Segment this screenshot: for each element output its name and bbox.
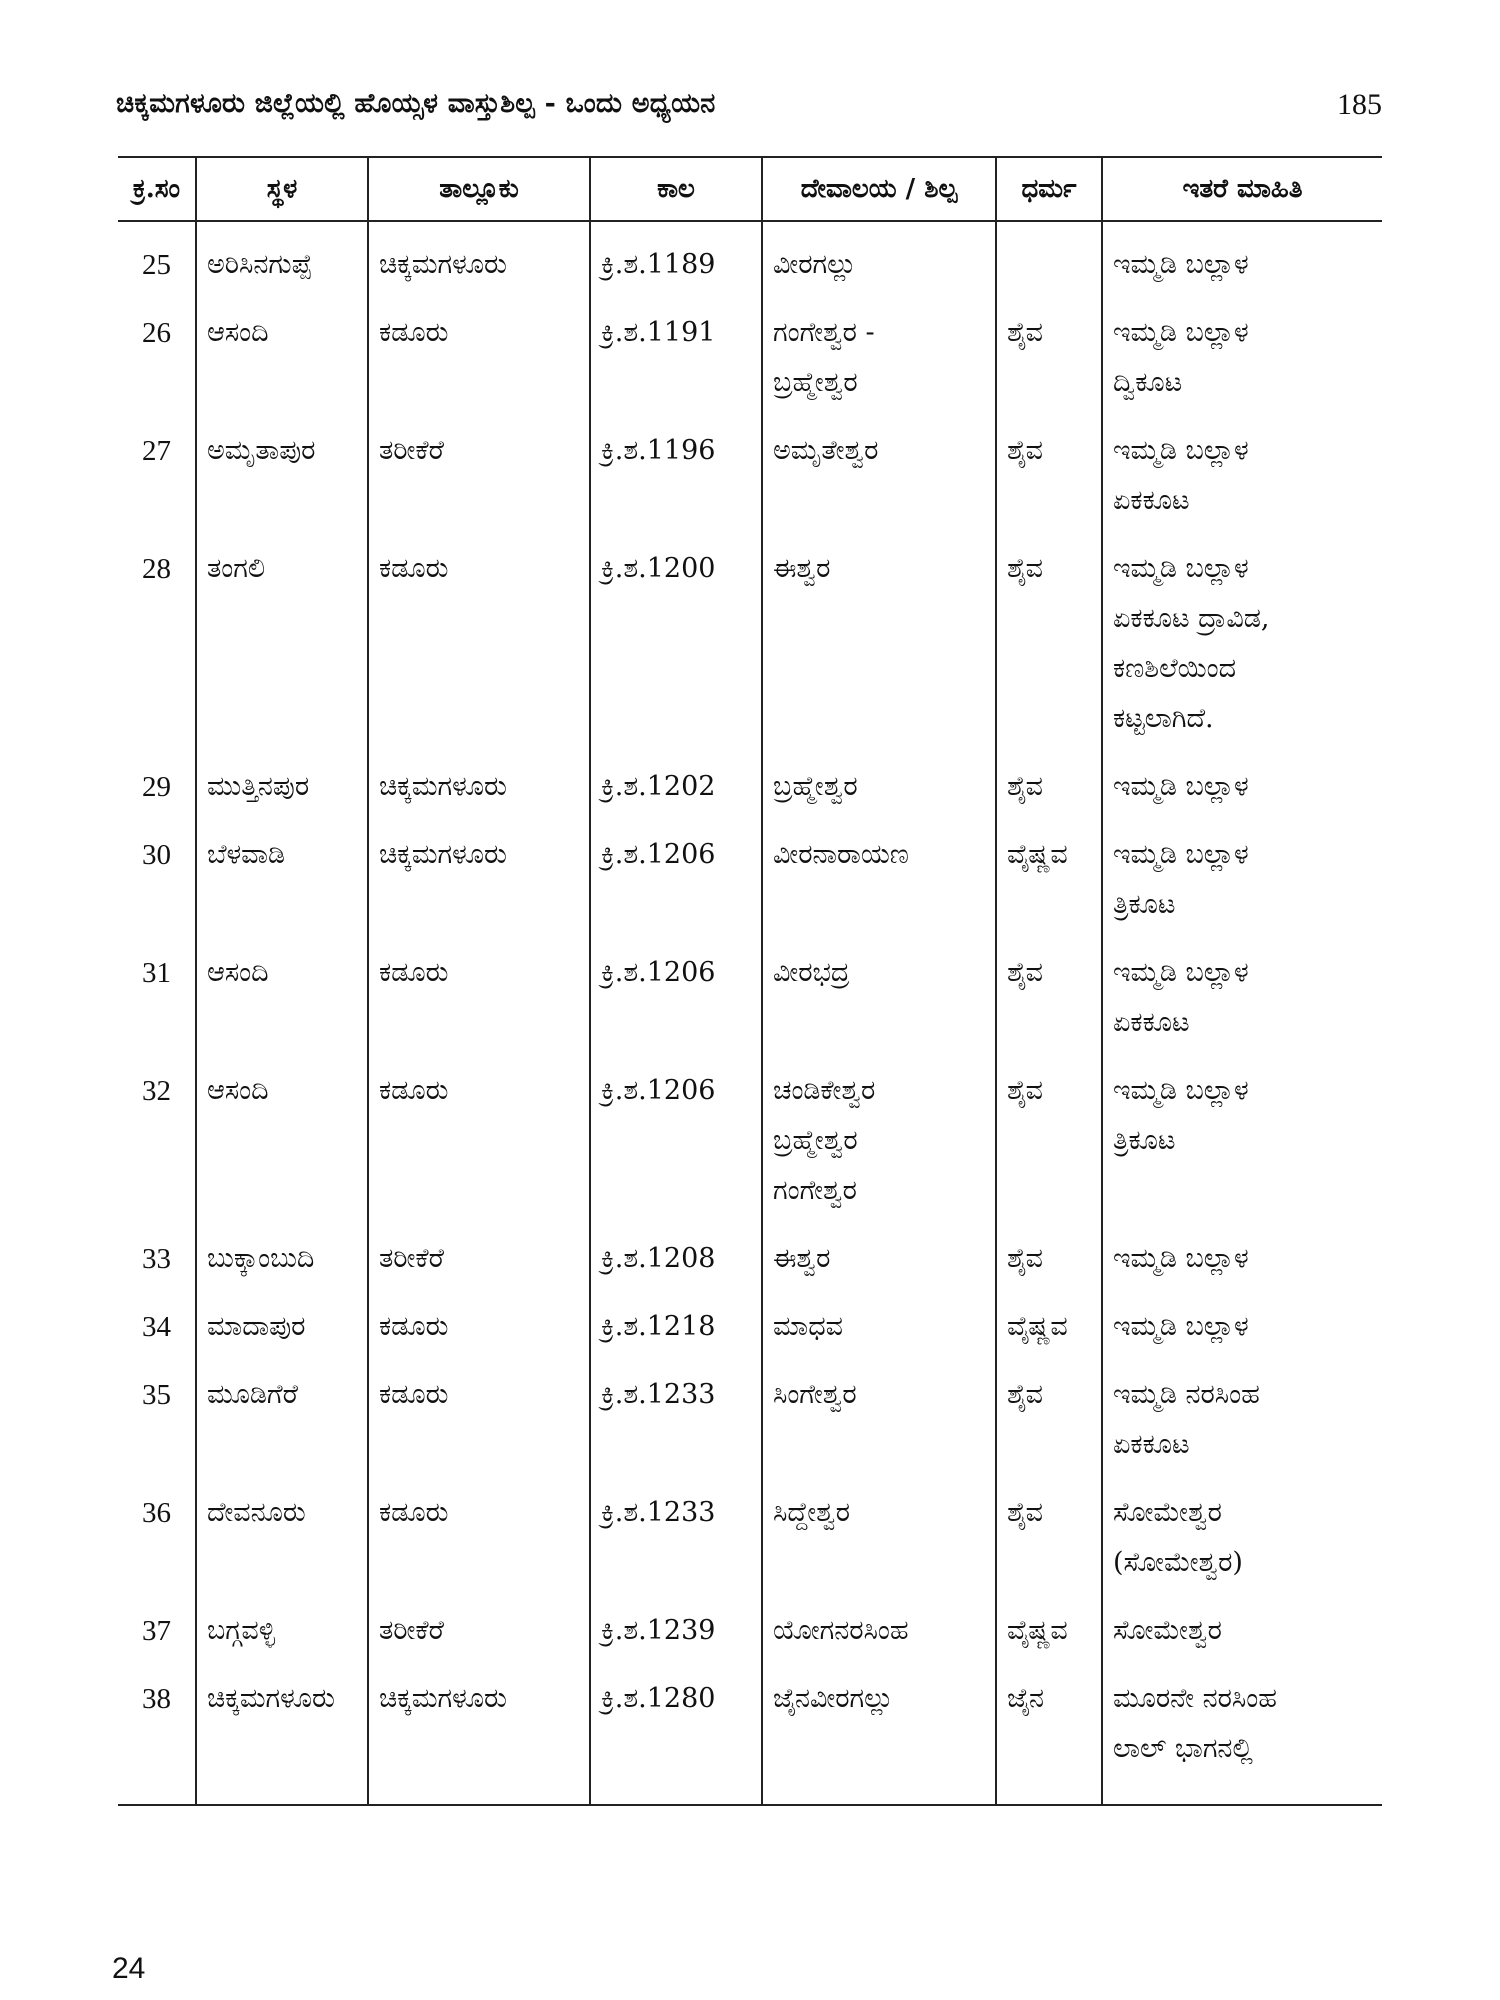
cell-temple <box>762 1048 996 1216</box>
cell-other-info <box>1102 1656 1382 1805</box>
cell-other-info-line: ಲಾಲ್ ಭಾಗನಲ್ಲಿ <box>1113 1733 1253 1764</box>
cell-other-info <box>1102 812 1382 930</box>
cell-taluk: ಚಿಕ್ಕಮಗಳೂರು <box>368 1656 590 1805</box>
column-header-taluk: ತಾಲ್ಲೂಕು <box>368 157 590 221</box>
column-header-serial: ಕ್ರ.ಸಂ <box>118 157 196 221</box>
cell-temple <box>762 408 996 526</box>
cell-other-info <box>1102 1470 1382 1588</box>
cell-serial: 32 <box>118 1048 196 1216</box>
table-row <box>118 1588 1382 1656</box>
table-row <box>118 290 1382 408</box>
cell-other-info <box>1102 1588 1382 1656</box>
cell-temple-line: ಗಂಗೇಶ್ವರ - <box>773 317 875 348</box>
cell-taluk: ಕಡೂರು <box>368 930 590 1048</box>
cell-temple-line: ಚಂಡಿಕೇಶ್ವರ <box>773 1075 876 1106</box>
cell-taluk: ಕಡೂರು <box>368 1470 590 1588</box>
cell-other-info <box>1102 930 1382 1048</box>
cell-other-info-line: ಮೂರನೇ ನರಸಿಂಹ <box>1113 1683 1277 1714</box>
cell-serial: 38 <box>118 1656 196 1805</box>
column-header-religion: ಧರ್ಮ <box>996 157 1102 221</box>
cell-other-info-line: ಇಮ್ಮಡಿ ಬಲ್ಲಾಳ <box>1113 1075 1249 1106</box>
cell-other-info-line: ಇಮ್ಮಡಿ ಬಲ್ಲಾಳ <box>1113 249 1249 280</box>
cell-period: ಕ್ರಿ.ಶ.1233 <box>590 1352 762 1470</box>
cell-religion: ಶೈವ <box>996 744 1102 812</box>
cell-period: ಕ್ರಿ.ಶ.1233 <box>590 1470 762 1588</box>
cell-other-info <box>1102 1284 1382 1352</box>
table-row <box>118 408 1382 526</box>
cell-other-info <box>1102 221 1382 290</box>
cell-other-info-line: ಇಮ್ಮಡಿ ಬಲ್ಲಾಳ <box>1113 1243 1249 1274</box>
cell-serial: 36 <box>118 1470 196 1588</box>
cell-religion: ಶೈವ <box>996 1216 1102 1284</box>
cell-temple-line: ಗಂಗೇಶ್ವರ <box>773 1175 857 1206</box>
cell-period: ಕ್ರಿ.ಶ.1206 <box>590 1048 762 1216</box>
cell-other-info <box>1102 1048 1382 1216</box>
cell-other-info-line: ಇಮ್ಮಡಿ ಬಲ್ಲಾಳ <box>1113 771 1249 802</box>
table-row <box>118 930 1382 1048</box>
table-row <box>118 1048 1382 1216</box>
cell-period: ಕ್ರಿ.ಶ.1239 <box>590 1588 762 1656</box>
cell-religion: ಜೈನ <box>996 1656 1102 1805</box>
cell-other-info <box>1102 526 1382 744</box>
cell-period: ಕ್ರಿ.ಶ.1206 <box>590 812 762 930</box>
cell-temple-line: ಸಿಂಗೇಶ್ವರ <box>773 1379 857 1410</box>
sites-table <box>118 156 1382 1806</box>
cell-taluk: ತರೀಕೆರೆ <box>368 1216 590 1284</box>
cell-religion: ಶೈವ <box>996 408 1102 526</box>
cell-temple-line: ಯೋಗನರಸಿಂಹ <box>773 1615 909 1646</box>
table-row <box>118 221 1382 290</box>
cell-temple-line: ವೀರನಾರಾಯಣ <box>773 839 909 870</box>
cell-temple-line: ಅಮೃತೇಶ್ವರ <box>773 435 879 466</box>
cell-other-info-line: ಏಕಕೂಟ <box>1113 485 1190 516</box>
cell-other-info <box>1102 1216 1382 1284</box>
cell-religion: ಶೈವ <box>996 526 1102 744</box>
cell-serial: 28 <box>118 526 196 744</box>
cell-temple <box>762 526 996 744</box>
cell-religion: ಶೈವ <box>996 1352 1102 1470</box>
cell-temple-line: ಮಾಧವ <box>773 1311 843 1342</box>
cell-taluk: ಕಡೂರು <box>368 1284 590 1352</box>
cell-other-info <box>1102 408 1382 526</box>
cell-temple <box>762 1284 996 1352</box>
cell-period: ಕ್ರಿ.ಶ.1189 <box>590 221 762 290</box>
cell-religion: ಶೈವ <box>996 290 1102 408</box>
cell-other-info-line: ಏಕಕೂಟ <box>1113 1429 1190 1460</box>
cell-serial: 30 <box>118 812 196 930</box>
cell-temple-line: ಬ್ರಹ್ಮೇಶ್ವರ <box>773 367 858 398</box>
cell-place: ಆಸಂದಿ <box>196 1048 368 1216</box>
cell-period: ಕ್ರಿ.ಶ.1202 <box>590 744 762 812</box>
cell-taluk: ಕಡೂರು <box>368 1352 590 1470</box>
cell-religion: ವೈಷ್ಣವ <box>996 1284 1102 1352</box>
table-row <box>118 744 1382 812</box>
cell-serial: 33 <box>118 1216 196 1284</box>
cell-place: ಬುಕ್ಕಾಂಬುದಿ <box>196 1216 368 1284</box>
column-header-place: ಸ್ಥಳ <box>196 157 368 221</box>
cell-place: ತಂಗಲಿ <box>196 526 368 744</box>
cell-other-info-line: ತ್ರಿಕೂಟ <box>1113 889 1176 920</box>
cell-period: ಕ್ರಿ.ಶ.1196 <box>590 408 762 526</box>
cell-serial: 25 <box>118 221 196 290</box>
cell-other-info-line: ಇಮ್ಮಡಿ ಬಲ್ಲಾಳ <box>1113 957 1249 988</box>
cell-serial: 35 <box>118 1352 196 1470</box>
cell-serial: 37 <box>118 1588 196 1656</box>
table-row <box>118 526 1382 744</box>
table-row <box>118 1216 1382 1284</box>
cell-other-info-line: ಕಟ್ಟಲಾಗಿದೆ. <box>1113 703 1214 734</box>
cell-place: ಆಸಂದಿ <box>196 930 368 1048</box>
column-header-period: ಕಾಲ <box>590 157 762 221</box>
cell-period: ಕ್ರಿ.ಶ.1200 <box>590 526 762 744</box>
cell-place: ಬೆಳವಾಡಿ <box>196 812 368 930</box>
cell-temple <box>762 290 996 408</box>
cell-other-info-line: ತ್ರಿಕೂಟ <box>1113 1125 1176 1156</box>
cell-other-info-line: ಇಮ್ಮಡಿ ಬಲ್ಲಾಳ <box>1113 435 1249 466</box>
cell-temple <box>762 221 996 290</box>
cell-place: ಬಗ್ಗವಳ್ಳಿ <box>196 1588 368 1656</box>
cell-place: ದೇವನೂರು <box>196 1470 368 1588</box>
cell-other-info-line: ಇಮ್ಮಡಿ ಬಲ್ಲಾಳ <box>1113 317 1249 348</box>
cell-period: ಕ್ರಿ.ಶ.1208 <box>590 1216 762 1284</box>
cell-taluk: ತರೀಕೆರೆ <box>368 408 590 526</box>
table-row <box>118 1656 1382 1805</box>
cell-other-info-line: ಕಣಶಿಲೆಯಿಂದ <box>1113 653 1237 684</box>
cell-religion: ವೈಷ್ಣವ <box>996 1588 1102 1656</box>
cell-taluk: ಚಿಕ್ಕಮಗಳೂರು <box>368 812 590 930</box>
cell-other-info <box>1102 744 1382 812</box>
cell-place: ಚಿಕ್ಕಮಗಳೂರು <box>196 1656 368 1805</box>
cell-temple-line: ಈಶ್ವರ <box>773 1243 831 1274</box>
table-row <box>118 1352 1382 1470</box>
cell-place: ಮುತ್ತಿನಪುರ <box>196 744 368 812</box>
cell-other-info-line: ಏಕಕೂಟ <box>1113 1007 1190 1038</box>
cell-temple-line: ಸಿದ್ದೇಶ್ವರ <box>773 1497 851 1528</box>
cell-place: ಮೂಡಿಗೆರೆ <box>196 1352 368 1470</box>
cell-temple <box>762 1216 996 1284</box>
table-row <box>118 1470 1382 1588</box>
cell-temple <box>762 1588 996 1656</box>
cell-taluk: ಕಡೂರು <box>368 290 590 408</box>
cell-temple <box>762 812 996 930</box>
page-number: 185 <box>1337 88 1382 121</box>
table-row <box>118 812 1382 930</box>
cell-place: ಅರಿಸಿನಗುಪ್ಪೆ <box>196 221 368 290</box>
cell-taluk: ತರೀಕೆರೆ <box>368 1588 590 1656</box>
cell-temple <box>762 744 996 812</box>
cell-taluk: ಚಿಕ್ಕಮಗಳೂರು <box>368 744 590 812</box>
cell-period: ಕ್ರಿ.ಶ.1206 <box>590 930 762 1048</box>
cell-other-info-line: (ಸೋಮೇಶ್ವರ) <box>1113 1547 1243 1578</box>
cell-other-info-line: ಇಮ್ಮಡಿ ಬಲ್ಲಾಳ <box>1113 1311 1249 1342</box>
cell-place: ಮಾದಾಪುರ <box>196 1284 368 1352</box>
cell-other-info-line: ಇಮ್ಮಡಿ ಬಲ್ಲಾಳ <box>1113 839 1249 870</box>
table-header-row <box>118 157 1382 221</box>
cell-religion: ಶೈವ <box>996 930 1102 1048</box>
cell-other-info <box>1102 1352 1382 1470</box>
cell-religion: ಶೈವ <box>996 1048 1102 1216</box>
cell-temple-line: ಬ್ರಹ್ಮೇಶ್ವರ <box>773 1125 858 1156</box>
table-row <box>118 1284 1382 1352</box>
cell-temple-line: ಬ್ರಹ್ಮೇಶ್ವರ <box>773 771 858 802</box>
cell-other-info-line: ಇಮ್ಮಡಿ ಬಲ್ಲಾಳ <box>1113 553 1249 584</box>
cell-other-info-line: ಏಕಕೂಟ ದ್ರಾವಿಡ, <box>1113 603 1270 634</box>
cell-temple-line: ವೀರಗಲ್ಲು <box>773 249 857 280</box>
column-header-temple: ದೇವಾಲಯ / ಶಿಲ್ಪ <box>762 157 996 221</box>
cell-taluk: ಕಡೂರು <box>368 526 590 744</box>
running-title: ಚಿಕ್ಕಮಗಳೂರು ಜಿಲ್ಲೆಯಲ್ಲಿ ಹೊಯ್ಸಳ ವಾಸ್ತುಶಿಲ್ಪ - ಒಂದು ಅಧ್ಯಯನ <box>116 88 716 119</box>
cell-place: ಆಸಂದಿ <box>196 290 368 408</box>
cell-serial: 31 <box>118 930 196 1048</box>
cell-religion <box>996 221 1102 290</box>
cell-temple <box>762 1656 996 1805</box>
cell-temple <box>762 1470 996 1588</box>
cell-serial: 34 <box>118 1284 196 1352</box>
cell-religion: ಶೈವ <box>996 1470 1102 1588</box>
cell-other-info-line: ಇಮ್ಮಡಿ ನರಸಿಂಹ <box>1113 1379 1260 1410</box>
table-body <box>118 221 1382 1805</box>
cell-other-info-line: ದ್ವಿಕೂಟ <box>1113 367 1183 398</box>
cell-temple <box>762 1352 996 1470</box>
cell-temple-line: ವೀರಭದ್ರ <box>773 957 850 988</box>
cell-serial: 27 <box>118 408 196 526</box>
column-header-other-info: ಇತರೆ ಮಾಹಿತಿ <box>1102 157 1382 221</box>
cell-taluk: ಕಡೂರು <box>368 1048 590 1216</box>
cell-other-info-line: ಸೋಮೇಶ್ವರ <box>1113 1497 1222 1528</box>
cell-serial: 26 <box>118 290 196 408</box>
cell-other-info-line: ಸೋಮೇಶ್ವರ <box>1113 1615 1222 1646</box>
cell-temple-line: ಈಶ್ವರ <box>773 553 831 584</box>
footer-number: 24 <box>112 1952 146 1985</box>
cell-period: ಕ್ರಿ.ಶ.1218 <box>590 1284 762 1352</box>
cell-serial: 29 <box>118 744 196 812</box>
cell-taluk: ಚಿಕ್ಕಮಗಳೂರು <box>368 221 590 290</box>
cell-period: ಕ್ರಿ.ಶ.1280 <box>590 1656 762 1805</box>
cell-temple <box>762 930 996 1048</box>
cell-religion: ವೈಷ್ಣವ <box>996 812 1102 930</box>
cell-temple-line: ಜೈನವೀರಗಲ್ಲು <box>773 1683 894 1714</box>
cell-other-info <box>1102 290 1382 408</box>
cell-period: ಕ್ರಿ.ಶ.1191 <box>590 290 762 408</box>
cell-place: ಅಮೃತಾಪುರ <box>196 408 368 526</box>
